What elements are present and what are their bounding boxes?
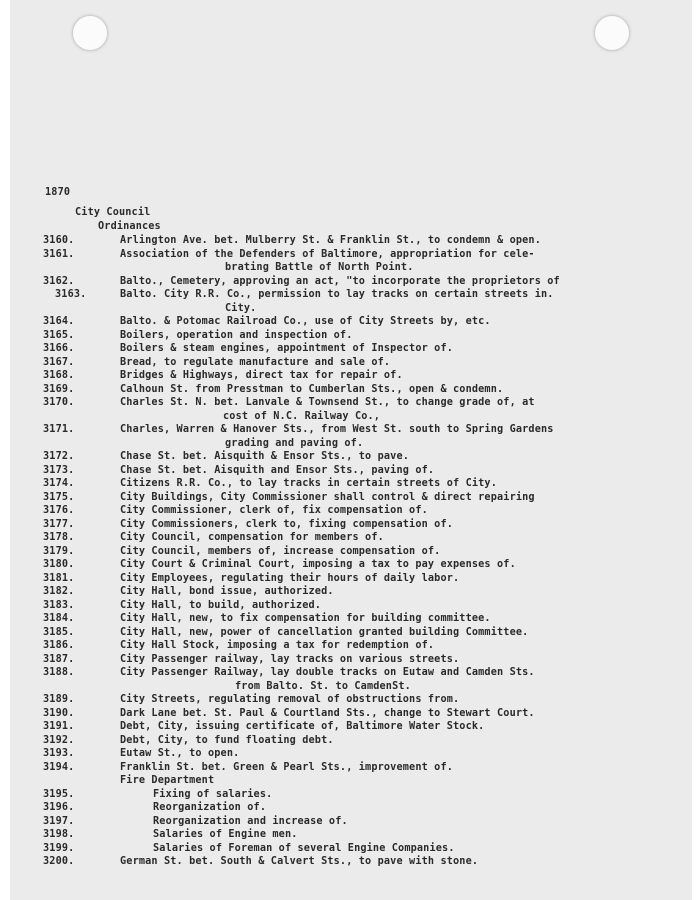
ordinance-number: 3171. [43, 424, 75, 435]
ordinance-title-continuation: grading and paving of. [225, 437, 364, 449]
list-item [10, 531, 692, 545]
ordinance-title: Eutaw St., to open. [120, 748, 240, 759]
ordinance-number: 3168. [43, 370, 75, 381]
ordinance-title-continuation: from Balto. St. to CamdenSt. [235, 680, 411, 692]
ordinance-number: 3170. [43, 397, 75, 408]
list-item [10, 369, 692, 383]
ordinance-title-continuation: brating Battle of North Point. [225, 262, 414, 273]
ordinance-title: Reorganization of. [153, 802, 267, 813]
list-item [10, 855, 692, 869]
list-item [10, 639, 692, 653]
list-item [10, 558, 692, 572]
ordinance-number: 3196. [43, 802, 75, 813]
ordinance-title: German St. bet. South & Calvert Sts., to pave with stone. [120, 856, 479, 867]
ordinance-title: City Employees, regulating their hours of daily labor. [120, 572, 460, 584]
ordinance-number: 3183. [43, 599, 75, 611]
ordinance-title: Fixing of salaries. [153, 788, 273, 800]
ordinance-title: Reorganization and increase of. [153, 815, 348, 827]
ordinance-title: Balto. & Potomac Railroad Co., use of City Streets by, etc. [120, 316, 491, 327]
ordinance-number: 3180. [43, 559, 75, 570]
ordinance-number: 3163. [55, 289, 87, 300]
list-item [10, 396, 692, 423]
ordinance-number: 3192. [43, 734, 75, 746]
list-item [10, 828, 692, 842]
ordinance-title: Boilers & steam engines, appointment of Inspector of. [120, 343, 454, 354]
ordinance-title: Citizens R.R. Co., to lay tracks in certain streets of City. [120, 478, 498, 489]
ordinance-number: 3188. [43, 667, 75, 678]
ordinance-title: Bread, to regulate manufacture and sale of. [120, 356, 391, 368]
list-item [10, 518, 692, 532]
list-item [10, 572, 692, 586]
ordinance-number: 3197. [43, 815, 75, 827]
ordinance-title: Charles St. N. bet. Lanvale & Townsend St., to change grade of, at [120, 397, 535, 408]
list-item [10, 585, 692, 599]
list-item [10, 423, 692, 450]
ordinance-number: 3189. [43, 694, 75, 705]
list-item [10, 653, 692, 667]
list-item [10, 464, 692, 478]
list-item [10, 450, 692, 464]
ordinance-title: Chase St. bet. Aisquith and Ensor Sts., paving of. [120, 464, 435, 476]
list-item [10, 788, 692, 802]
list-item [10, 693, 692, 707]
list-item [10, 477, 692, 491]
list-item [10, 626, 692, 640]
ordinance-number: 3184. [43, 613, 75, 624]
list-item [10, 329, 692, 343]
list-item [10, 342, 692, 356]
ordinance-title: Balto. City R.R. Co., permission to lay tracks on certain streets in. [120, 289, 554, 300]
list-item [10, 612, 692, 626]
list-item [10, 288, 692, 315]
ordinance-title: City Passenger Railway, lay double tracks on Eutaw and Camden Sts. [120, 667, 535, 678]
list-item [10, 734, 692, 748]
list-item [10, 720, 692, 734]
ordinance-number: 3173. [43, 464, 75, 476]
ordinance-title: City Council, members of, increase compensation of. [120, 545, 441, 557]
ordinance-title: City Council, compensation for members of. [120, 532, 384, 543]
fire-department-heading: Fire Department [120, 775, 215, 786]
ordinance-title: Calhoun St. from Presstman to Cumberlan Sts., open & condemn. [120, 383, 504, 395]
ordinance-number: 3182. [43, 586, 75, 597]
ordinance-title: Debt, City, to fund floating debt. [120, 734, 334, 746]
list-item [10, 707, 692, 721]
ordinance-number: 3165. [43, 329, 75, 341]
ordinance-number: 3186. [43, 640, 75, 651]
ordinance-title: City Hall Stock, imposing a tax for redemption of. [120, 640, 435, 651]
ordinance-number: 3164. [43, 316, 75, 327]
list-item [10, 248, 692, 275]
ordinance-number: 3160. [43, 235, 75, 246]
ordinance-title: City Hall, bond issue, authorized. [120, 586, 334, 597]
list-item [10, 545, 692, 559]
list-item [10, 356, 692, 370]
ordinance-number: 3161. [43, 248, 75, 260]
list-item [10, 315, 692, 329]
ordinance-title: City Hall, new, to fix compensation for building committee. [120, 613, 491, 624]
ordinance-title: Dark Lane bet. St. Paul & Courtland Sts., change to Stewart Court. [120, 707, 535, 719]
list-item [10, 761, 692, 775]
ordinance-number: 3181. [43, 572, 75, 584]
ordinance-title: Salaries of Foreman of several Engine Companies. [153, 842, 455, 854]
ordinance-number: 3187. [43, 653, 75, 665]
list-item [10, 666, 692, 693]
ordinance-title-continuation: City. [225, 302, 257, 314]
list-item [10, 504, 692, 518]
ordinance-number: 3166. [43, 343, 75, 354]
document-page [10, 0, 692, 900]
ordinance-number: 3185. [43, 626, 75, 638]
list-item [10, 801, 692, 815]
ordinance-title: City Commissioner, clerk of, fix compensation of. [120, 505, 428, 516]
ordinance-title: Bridges & Highways, direct tax for repair of. [120, 370, 403, 381]
ordinance-number: 3174. [43, 478, 75, 489]
ordinance-number: 3193. [43, 748, 75, 759]
list-item [10, 599, 692, 613]
ordinance-title: City Hall, new, power of cancellation granted building Committee. [120, 626, 529, 638]
section-heading: City Council [75, 207, 151, 218]
list-item [10, 491, 692, 505]
ordinance-title: City Streets, regulating removal of obstructions from. [120, 694, 460, 705]
ordinance-number: 3172. [43, 451, 75, 462]
ordinance-title: Debt, City, issuing certificate of, Baltimore Water Stock. [120, 721, 485, 732]
ordinance-number: 3198. [43, 829, 75, 840]
ordinance-title: Charles, Warren & Hanover Sts., from West St. south to Spring Gardens [120, 424, 554, 435]
ordinance-title: City Commissioners, clerk to, fixing compensation of. [120, 518, 454, 530]
ordinance-title: City Passenger railway, lay tracks on various streets. [120, 653, 460, 665]
ordinance-number: 3195. [43, 788, 75, 800]
punch-hole-left [72, 15, 108, 51]
ordinance-number: 3169. [43, 383, 75, 395]
ordinance-number: 3162. [43, 275, 75, 287]
ordinance-title: Balto., Cemetery, approving an act, "to incorporate the proprietors of [120, 275, 560, 287]
entry-list [10, 234, 692, 869]
ordinance-title: Arlington Ave. bet. Mulberry St. & Franklin St., to condemn & open. [120, 235, 541, 246]
ordinance-number: 3190. [43, 707, 75, 719]
ordinance-title: City Hall, to build, authorized. [120, 599, 322, 611]
ordinance-number: 3191. [43, 721, 75, 732]
ordinance-number: 3178. [43, 532, 75, 543]
ordinance-title: Association of the Defenders of Baltimore, appropriation for cele- [120, 248, 535, 260]
ordinance-title: Franklin St. bet. Green & Pearl Sts., improvement of. [120, 761, 454, 773]
ordinance-title: City Court & Criminal Court, imposing a tax to pay expenses of. [120, 559, 516, 570]
ordinance-number: 3175. [43, 491, 75, 503]
list-item [10, 275, 692, 289]
year-heading: 1870 [45, 187, 71, 198]
list-item [10, 234, 692, 248]
fire-department-heading-row [10, 774, 692, 788]
ordinance-number: 3194. [43, 761, 75, 773]
list-item [10, 383, 692, 397]
ordinance-number: 3167. [43, 356, 75, 368]
ordinance-number: 3179. [43, 545, 75, 557]
list-item [10, 747, 692, 761]
ordinance-title: Chase St. bet. Aisquith & Ensor Sts., to pave. [120, 451, 410, 462]
ordinance-number: 3199. [43, 842, 75, 854]
ordinance-number: 3200. [43, 856, 75, 867]
list-item [10, 815, 692, 829]
ordinance-title: City Buildings, City Commissioner shall control & direct repairing [120, 491, 535, 503]
ordinance-title: Salaries of Engine men. [153, 829, 298, 840]
punch-hole-right [594, 15, 630, 51]
list-item [10, 842, 692, 856]
ordinance-title: Boilers, operation and inspection of. [120, 329, 353, 341]
ordinance-number: 3176. [43, 505, 75, 516]
subsection-heading: Ordinances [98, 221, 161, 232]
ordinance-title-continuation: cost of N.C. Railway Co., [223, 410, 381, 422]
ordinance-number: 3177. [43, 518, 75, 530]
